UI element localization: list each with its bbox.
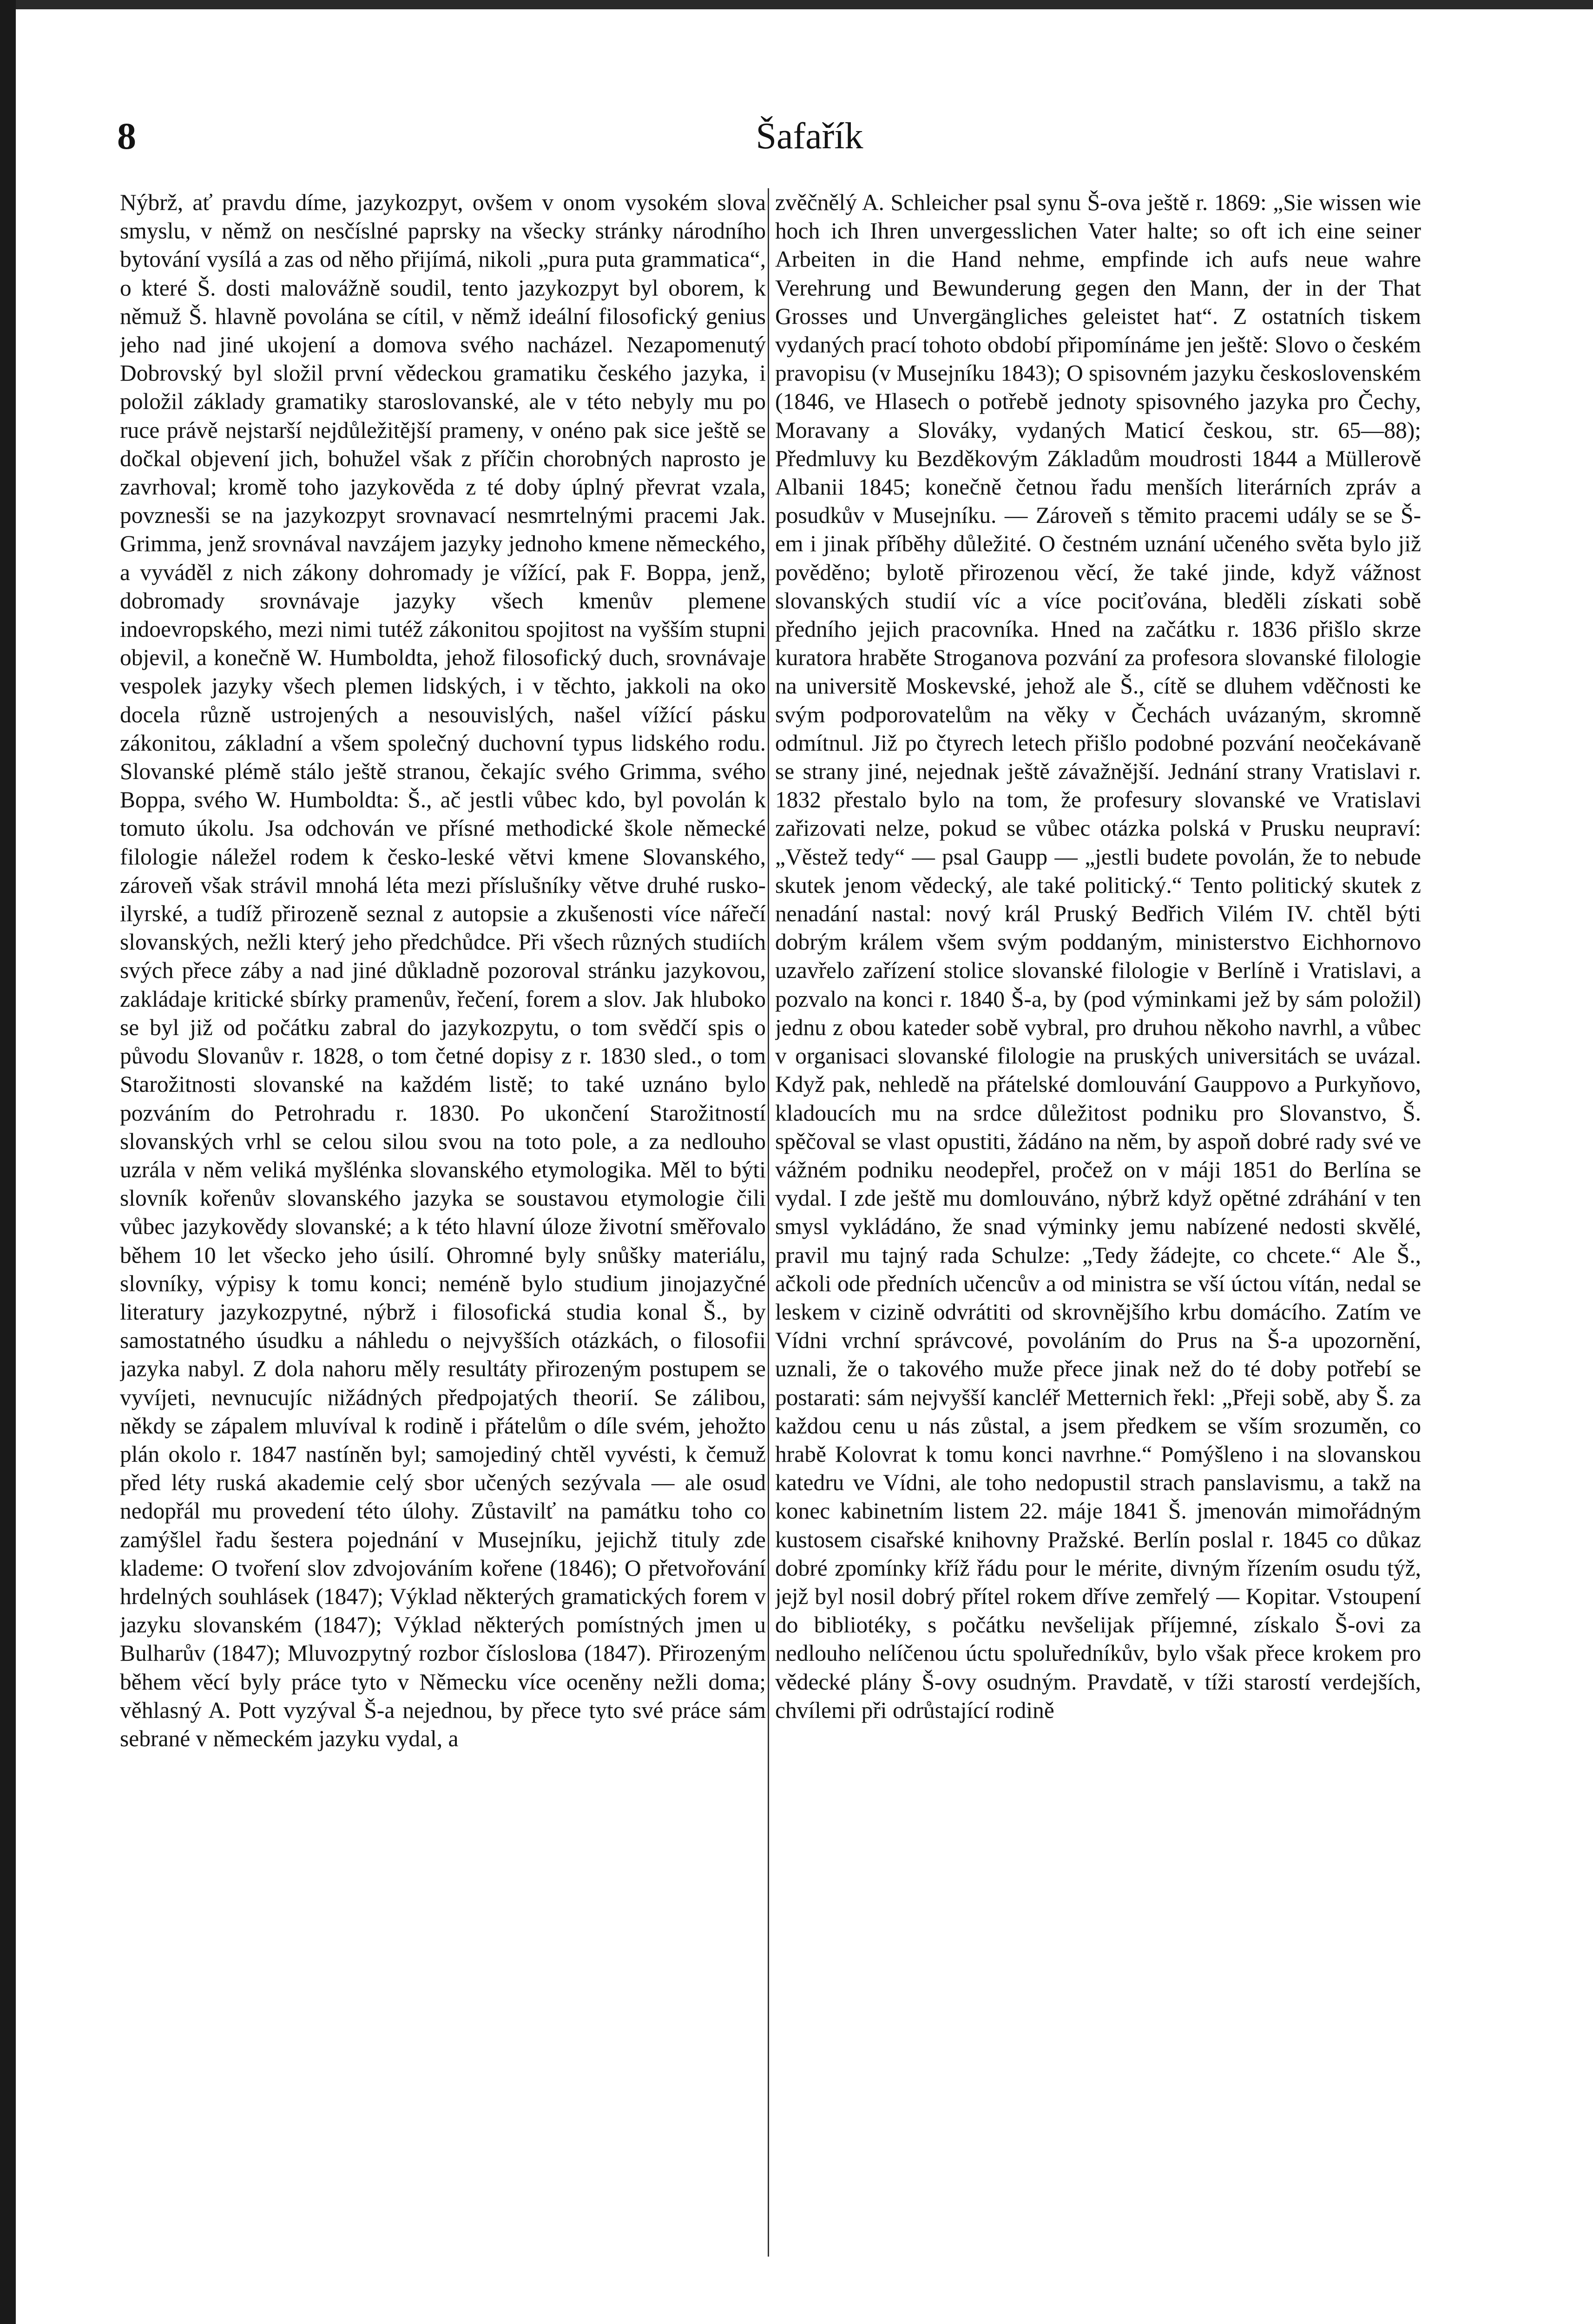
paragraph: Nýbrž, ať pravdu díme, jazykozpyt, ovšem v onom vysokém slova smyslu, v němž on nesčíslné paprsky na všecky stránky národního bytování vysílá a zas od něho přijímá, nikoli „pura puta grammatica“, o které Š. dosti malovážně soudil, tento jazykozpyt byl oborem, k němuž Š. hlavně povolána se cítil, v němž ideální filosofický genius jeho nad jiné ukojení a domova svého nacházel. Nezapomenutý Dobrovský byl složil první vědeckou gramatiku českého jazyka, i položil základy gramatiky staroslovanské, ale v této nebyly mu po ruce právě nejstarší nejdůležitější prameny, v onéno pak sice ještě se dočkal objevení jich, bohužel však z příčin chorobných naprosto je zavrhoval; kromě toho jazykověda z té doby úplný převrat vzala, povznesši se na jazykozpyt srovnavací nesmrtelnými pracemi Jak. Grimma, jenž srovnával navzájem jazyky jednoho kmene německého, a vyváděl z nich zákony dohromady je vížící, pak F. Boppa, jenž, dobromady srovnávaje jazyky všech kmenův plemene indoevropského, mezi nimi tutéž zákonitou spojitost na vyšším stupni objevil, a konečně W. Humboldta, jehož filosofický duch, srovnávaje vespolek jazyky všech plemen lidských, i v těchto, jakkoli na oko docela různě ustrojených a nesouvislých, našel vížící pásku zákonitou, základní a všem společný duchovní typus lidského rodu. Slovanské plémě stálo ještě stranou, čekajíc svého Grimma, svého Boppa, svého W. Humboldta: Š., ač jestli vůbec kdo, byl povolán k tomuto úkolu. Jsa odchován ve přísné methodické škole německé filologie náležel rodem k česko-leské větvi kmene Slovanského, zároveň však strávil mnohá léta mezi příslušníky větve druhé rusko-ilyrské, a tudíž přirozeně seznal z autopsie a zkušenosti více nářečí slovanských, nežli který jeho předchůdce. Při všech různých studiích svých přece záby a nad jiné důkladně pozoroval stránku jazykovou, zakládaje kritické sbírky pramenův, řečení, forem a slov. Jak hluboko se byl již od počátku zabral do jazykozpytu, o tom svědčí spis o původu Slovanův r. 1828, o tom četné dopisy z r. 1830 sled., o tom Starožitnosti slovanské na každém listě; to také uznáno bylo pozváním do Petrohradu r. 1830. Po ukončení Starožitností slovanských vrhl se celou silou svou na toto pole, a za nedlouho uzrála v něm veliká myšlénka slovanského etymologika. Měl to býti slovník kořenův slovanského jazyka se soustavou etymologie čili vůbec jazykovědy slovanské; a k této hlavní úloze životní směřovalo během 10 let všecko jeho úsilí. Ohromné byly snůšky materiálu, slovníky, výpisy k tomu konci; neméně bylo studium jinojazyčné literatury jazykozpytné, nýbrž i filosofická studia konal Š., by samostatného úsudku a náhledu o nejvyšších otázkách, o filosofii jazyka nabyl. Z dola nahoru měly resultáty přirozeným postupem se vyvíjeti, nevnucujíc nižádných předpojatých theorií. Se zálibou, někdy se zápalem mluvíval k rodině i přátelům o díle svém, jehožto plán okolo r. 1847 nastíněn byl; samojediný chtěl vyvésti, k čemuž před léty ruská akademie celý sbor učených sezývala — ale osud nedopřál mu provedení této úlohy. Zůstavilť na památku toho co zamýšlel řadu šestera pojednání v Musejníku, jejichž tituly zde klademe: O tvoření slov zdvojováním kořene (1846); O přetvořování hrdelných souhlásek (1847); Výklad některých gramatických forem v jazyku slovanském (1847); Výklad některých pomístných jmen u Bulharův (1847); Mluvozpytný rozbor číslosloва (1847). Přirozeným během věcí byly práce tyto v Německu více oceněny nežli doma; věhlasný A. Pott vyzýval Š-a nejednou, by přece tyto své práce sám sebrané v německém jazyku vydal, a [120,190,766,1751]
scan-top-edge [0,0,1593,9]
page-header [117,111,1502,162]
column-divider [768,188,769,2257]
text-column-left [120,188,766,2257]
text-column-right [775,188,1421,2257]
scan-left-edge [0,0,16,2324]
page-number: 8 [117,115,136,157]
running-title: Šafařík [756,116,863,157]
paragraph: zvěčnělý A. Schleicher psal synu Š-ova ještě r. 1869: „Sie wissen wie hoch ich Ihren unvergesslichen Vater halte; so oft ich eine seiner Arbeiten in die Hand nehme, empfinde ich aufs neue wahre Verehrung und Bewunderung gegen den Mann, der in der That Grosses und Unvergängliches geleistet hat“. Z ostatních tiskem vydaných prací tohoto období připomínáme jen ještě: Slovo o českém pravopisu (v Musejníku 1843); O spisovném jazyku československém (1846, ve Hlasech o potřebě jednoty spisovného jazyka pro Čechy, Moravany a Slováky, vydaných Maticí českou, str. 65—88); Předmluvy ku Bezděkovým Základům moudrosti 1844 a Müllerově Albanii 1845; konečně četnou řadu menších literárních zpráv a posudkův v Musejníku. — Zároveň s těmito pracemi udály se se Š-em i jinak příběhy důležité. O čestném uznání učeného světa bylo již pověděno; bylotě přirozenou věcí, že také jinde, když vážnost slovanských studií víc a více pociťována, bleděli získati sobě předního jejich pracovníka. Hned na začátku r. 1836 přišlo skrze kuratora hraběte Stroganova pozvání za profesora slovanské filologie na universitě Moskevské, jehož ale Š., cítě se dluhem vděčnosti ke svým podporovatelům na věky v Čechách uvázaným, skromně odmítnul. Již po čtyrech letech přišlo podobné pozvání neočekávaně se strany jiné, nejednak ještě závažnější. Jednání strany Vratislavi r. 1832 přestalo bylo na tom, že profesury slovanské ve Vratislavi zařizovati nelze, pokud se vůbec otázka polská v Prusku neupraví: „Věstež tedy“ — psal Gaupp — „jestli budete povolán, že to nebude skutek jenom vědecký, ale také politický.“ Tento politický skutek z nenadání nastal: nový král Pruský Bedřich Vilém IV. chtěl býti dobrým králem všem svým poddaným, ministerstvo Eichhornovo uzavřelo zařízení stolice slovanské filologie v Berlíně i Vratislavi, a pozvalo na konci r. 1840 Š-a, by (pod výminkami jež by sám položil) jednu z obou kateder sobě vybral, pro druhou někoho navrhl, a vůbec v organisaci slovanské filologie na pruských universitách se uvázal. Když pak, nehledě na přátelské domlouvání Gauppovo a Purkyňovo, kladoucích mu na srdce důležitost podniku pro Slovanstvo, Š. spěčoval se vlast opustiti, žádáno na něm, by aspoň dobré rady své ve vážném podniku neodepřel, pročež on v máji 1851 do Berlína se vydal. I zde ještě mu domlouváno, nýbrž když opětné zdráhání v ten smysl vykládáno, že snad výminky jemu nabízené nedosti skvělé, pravil mu tajný rada Schulze: „Tedy žádejte, co chcete.“ Ale Š., ačkoli ode předních učencův a od ministra se vší úctou vítán, nedal se leskem v cizině odvrátiti od skrovnějšího krbu domácího. Zatím ve Vídni vrchní správcové, povoláním do Prus na Š-a upozornění, uznali, že o takového muže přece jinak než do té doby potřebí se postarati: sám nejvyšší kancléř Metternich řekl: „Přeji sobě, aby Š. za každou cenu u nás zůstal, a jsem předkem se vším srozuměn, co hrabě Kolovrat k tomu konci navrhne.“ Pomýšleno i na slovanskou katedru ve Vídni, ale toho nedopustil strach panslavismu, a takž na konec kabinetním listem 22. máje 1841 Š. jmenován mimořádným kustosem cisařské knihovny Pražské. Berlín poslal r. 1845 co důkaz dobré zpomínky kříž řádu pour le mérite, divným řízením osudu týž, jejž byl nosil dobrý přítel rokem dříve zemřelý — Kopitar. Vstoupení do bibliotéky, s počátku nevšelijak příjemné, získalo Š-ovi za nedlouho nelíčenou úctu spoluředníkův, bylo však přece krokem pro vědecké plány Š-ovy osudným. Pravdatě, v tíži starostí verdejších, chvílemi při odrůstající rodině [775,190,1421,1723]
